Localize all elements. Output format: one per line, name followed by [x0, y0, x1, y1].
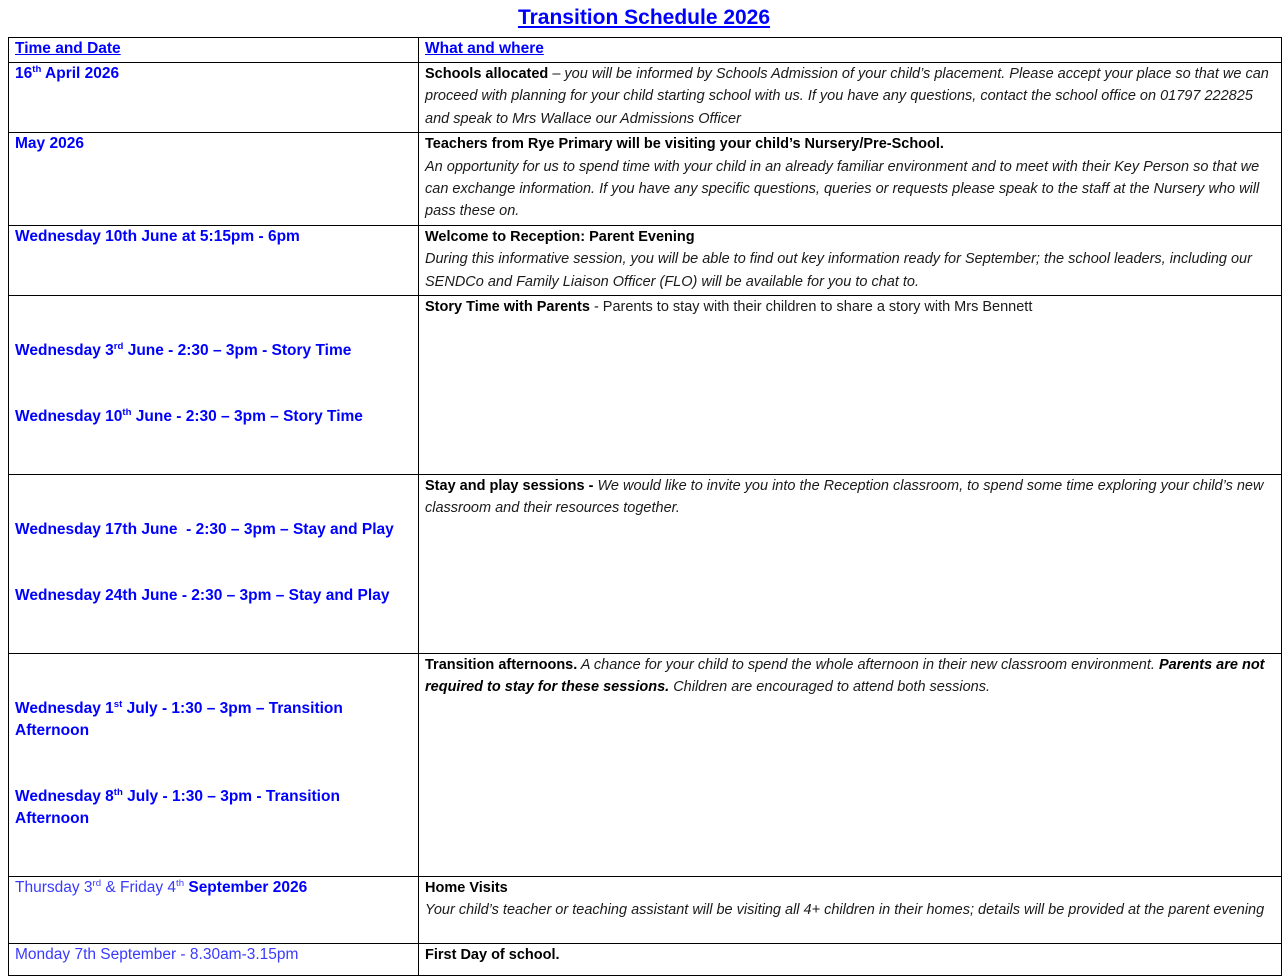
- content-cell: [419, 877, 1282, 944]
- table-row: [9, 225, 1282, 295]
- event-description: An opportunity for us to spend time with your child in an already familiar environment and to meet with their Key Person so that we can exchange information. If you have any specific questions, queries or requests please speak to the staff at the Nursery who will pass these on.: [425, 158, 1260, 220]
- event-description: – you will be informed by Schools Admission of your child’s placement. Please accept your place so that we can proceed with planning for your child starting school with us. If you have any questions, contact the school office on 01797 222825 and speak to Mrs Wallace our Admissions Officer: [425, 66, 1269, 127]
- ordinal-suffix: rd: [92, 877, 102, 889]
- content-cell: [419, 296, 1282, 475]
- table-row: [9, 296, 1282, 475]
- event-title: Transition afternoons.: [425, 657, 578, 674]
- event-title: Welcome to Reception: Parent Evening: [425, 228, 695, 245]
- header-row: [9, 38, 1282, 63]
- date-line: Wednesday 1st July - 1:30 – 3pm – Transition Afternoon: [15, 698, 347, 740]
- event-description: A chance for your child to spend the whole afternoon in their new classroom environment.: [577, 657, 1159, 674]
- content-cell: [419, 133, 1282, 226]
- ordinal-suffix: rd: [113, 340, 124, 352]
- event-title: Stay and play sessions -: [425, 478, 594, 495]
- table-row: [9, 944, 1282, 976]
- date-cell: [9, 133, 419, 226]
- event-description: - Parents to stay with their children to share a story with Mrs Bennett: [589, 299, 1033, 316]
- event-title: First Day of school.: [425, 947, 560, 964]
- table-row: [9, 133, 1282, 226]
- date-cell: [9, 225, 419, 295]
- date-line: Wednesday 10th June - 2:30 – 3pm – Story Time: [15, 406, 363, 426]
- event-description: We would like to invite you into the Reception classroom, to spend some time exploring your child’s new classroom and their resources together.: [425, 478, 1264, 517]
- date-text: 16th April 2026: [15, 63, 120, 82]
- ordinal-suffix: th: [176, 877, 185, 889]
- date-cell: [9, 475, 419, 654]
- date-text: Wednesday 10th June at 5:15pm - 6pm: [15, 227, 300, 245]
- event-title: Teachers from Rye Primary will be visiting your child’s Nursery/Pre-School.: [425, 136, 944, 153]
- date-cell: [9, 877, 419, 944]
- content-cell: [419, 475, 1282, 654]
- document-title: Transition Schedule 2026: [517, 6, 771, 29]
- event-description: Your child’s teacher or teaching assistant will be visiting all 4+ children in their homes; details will be provided at the parent evening: [425, 902, 1265, 919]
- date-text: Monday 7th September - 8.30am-3.15pm: [15, 946, 299, 964]
- date-text: May 2026: [15, 135, 84, 153]
- date-cell: [9, 63, 419, 133]
- content-cell: [419, 225, 1282, 295]
- event-title: Story Time with Parents: [425, 299, 590, 316]
- ordinal-suffix: th: [32, 63, 42, 75]
- column-header-what-and-where: What and where: [419, 38, 1282, 63]
- table-row: [9, 654, 1282, 877]
- event-emphasis: Parents are not required to stay for these sessions.: [425, 657, 1265, 696]
- date-cell: [9, 944, 419, 976]
- content-cell: [419, 654, 1282, 877]
- date-line: Wednesday 3rd June - 2:30 – 3pm - Story Time: [15, 340, 352, 360]
- ordinal-suffix: st: [113, 698, 123, 710]
- date-cell: [9, 654, 419, 877]
- date-line: Wednesday 17th June - 2:30 – 3pm – Stay and Play: [15, 521, 394, 539]
- ordinal-suffix: th: [122, 406, 132, 418]
- date-text: Thursday 3rd & Friday 4th September 2026: [15, 877, 308, 897]
- date-line: Wednesday 24th June - 2:30 – 3pm – Stay and Play: [15, 587, 390, 605]
- content-cell: [419, 944, 1282, 976]
- event-title: Schools allocated: [425, 66, 549, 82]
- date-cell: [9, 296, 419, 475]
- event-description: During this informative session, you will be able to find out key information ready for September; the school leaders, including our SENDCo and Family Liaison Officer (FLO) will be available for you to chat to.: [425, 251, 1252, 290]
- event-title: Home Visits: [425, 880, 508, 897]
- table-row: [9, 63, 1282, 133]
- date-line: Wednesday 8th July - 1:30 – 3pm - Transition Afternoon: [15, 786, 344, 828]
- event-description: Children are encouraged to attend both sessions.: [669, 679, 990, 696]
- schedule-table: [8, 37, 1282, 976]
- ordinal-suffix: th: [113, 786, 123, 798]
- table-row: [9, 475, 1282, 654]
- content-cell: [419, 63, 1282, 133]
- column-header-time-and-date: Time and Date: [9, 38, 419, 63]
- table-row: [9, 877, 1282, 944]
